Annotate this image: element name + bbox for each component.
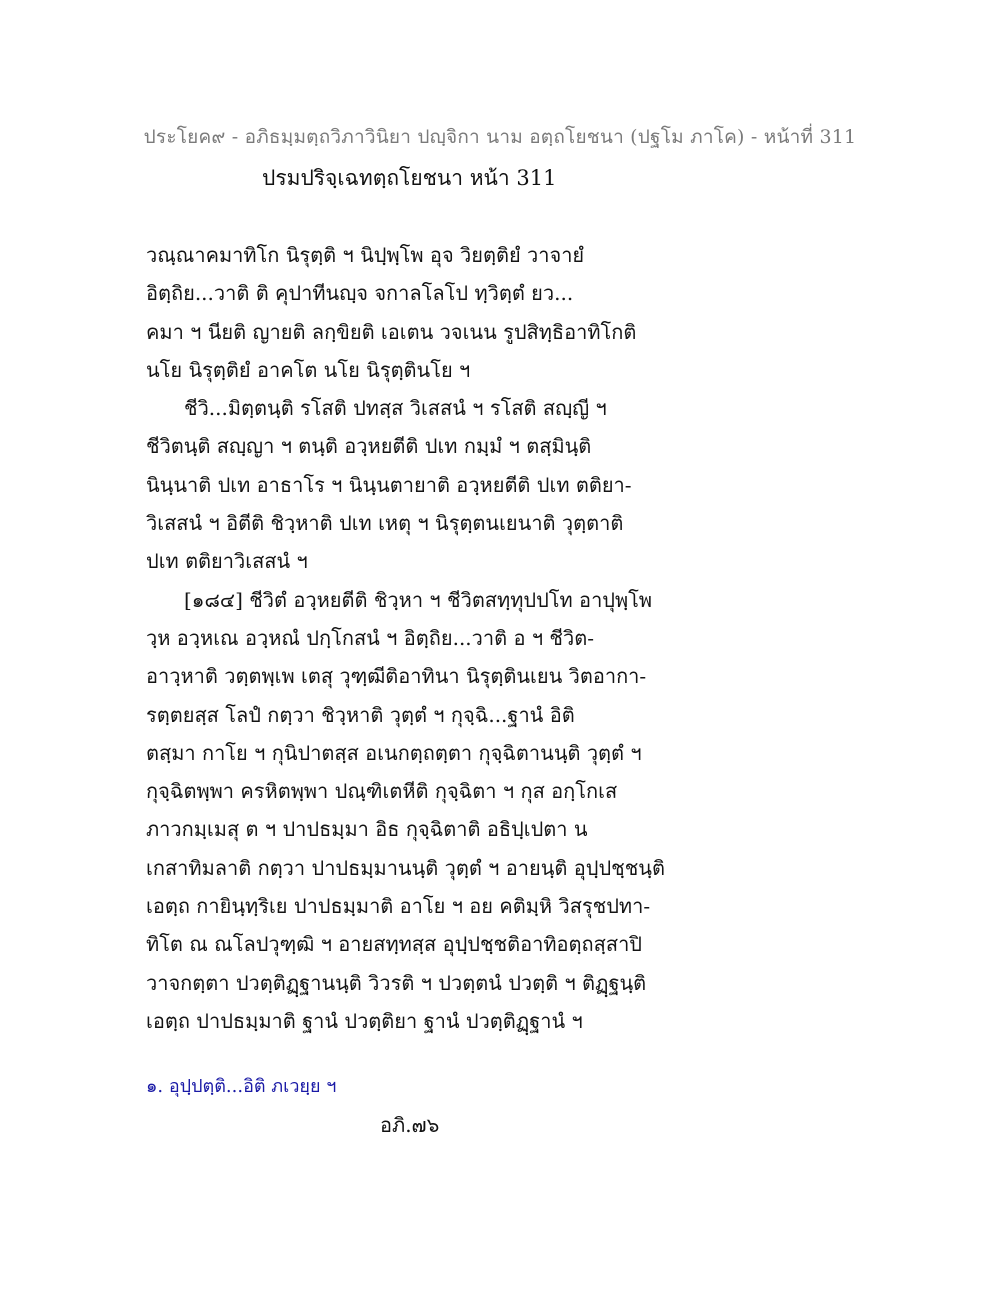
text-line: เกสาทิมลาติ กตฺวา ปาปธมฺมานนฺติ วุตฺตํ ฯ อายนฺติ อุปฺปชฺชนฺติ xyxy=(146,855,665,880)
text-line: วาจกตฺตา ปวตฺติฏฺฐานนฺติ วิวรติ ฯ ปวตฺตนํ ปวตฺติ ฯ ติฏฺฐนฺติ xyxy=(146,970,647,995)
text-line: ทิโต ณ ณโลปวุฑฺฒิ ฯ อายสทฺทสฺส อุปฺปชฺชติอาทิอตฺถสฺสาปิ xyxy=(146,932,642,957)
text-line: ตสฺมา กาโย ฯ กุนิปาตสฺส อเนกตฺถตฺตา กุจฺฉิตานนฺติ วุตฺตํ ฯ xyxy=(146,740,642,765)
text-line: เอตฺถ กายินฺทฺริเย ปาปธมฺมาติ อาโย ฯ อย คติมฺหิ วิสรุชปทา- xyxy=(146,894,651,919)
text-line: วณฺณาคมาทิโก นิรุตฺติ ฯ นิปฺพฺโพ อุจ วิยตฺติยํ วาจายํ xyxy=(146,243,585,267)
text-line: นินฺนาติ ปเท อาธาโร ฯ นินฺนตายาติ อวฺหยตีติ ปเท ตติยา- xyxy=(146,472,632,497)
text-line: รตฺตยสฺส โลปํ กตฺวา ชิวฺหาติ วุตฺตํ ฯ กุจฺฉิ...ฐานํ อิติ xyxy=(146,702,575,727)
text-line: อิตฺถิย...วาติ ติ คุปาทีนญฺจ จกาลโลโป ทฺวิตฺตํ ยว... xyxy=(146,281,574,306)
text-line: วฺห อวฺหเณ อวฺหณํ ปกฺโกสนํ ฯ อิตฺถิย...วาติ อ ฯ ชีวิต- xyxy=(146,625,594,650)
footnote: ๑. อุปฺปตฺติ...อิติ ภเวยฺย ฯ xyxy=(146,1076,337,1097)
text-line: กุจฺฉิตพฺพา ครหิตพฺพา ปณฺฑิเตหีติ กุจฺฉิตา ฯ กุส อกฺโกเส xyxy=(146,779,618,804)
chapter-title: ปรมปริจฺเฉทตฺถโยชนา หน้า 311 xyxy=(262,166,557,190)
text-line: ชีวิตนฺติ สญฺญา ฯ ตนฺติ อวฺหยตีติ ปเท กมฺมํ ฯ ตสฺมินฺติ xyxy=(146,434,592,459)
body-text xyxy=(146,236,666,1040)
text-line: ชีวิ...มิตฺตนฺติ รโสติ ปทสฺส วิเสสนํ ฯ รโสติ สญฺญี ฯ xyxy=(184,396,607,421)
text-line: [๑๘๔] ชีวิตํ อวฺหยตีติ ชิวฺหา ฯ ชีวิตสทฺทุปปโท อาปุพฺโพ xyxy=(184,587,653,612)
page-reference: อภิ.๗๖ xyxy=(380,1113,440,1137)
text-line: อาวฺหาติ วตฺตพฺเพ เตสุ วุฑฺฒีติอาทินา นิรุตฺตินเยน วิตอากา- xyxy=(146,664,647,689)
text-line: วิเสสนํ ฯ อิตีติ ชิวฺหาติ ปเท เหตุ ฯ นิรุตฺตนเยนาติ วุตฺตาติ xyxy=(146,511,624,536)
text-line: ภาวกมฺเมสุ ต ฯ ปาปธมฺมา อิธ กุจฺฉิตาติ อธิปฺเปตา น xyxy=(146,817,588,842)
text-line: ปเท ตติยาวิเสสนํ ฯ xyxy=(146,549,308,574)
text-line: เอตฺถ ปาปธมฺมาติ ฐานํ ปวตฺติยา ฐานํ ปวตฺติฏฺฐานํ ฯ xyxy=(146,1008,583,1033)
running-header: ประโยค๙ - อภิธมฺมตฺถวิภาวินิยา ปญฺจิกา นาม อตฺถโยชนา (ปฐโม ภาโค) - หน้าที่ 311 xyxy=(143,126,857,148)
text-line: คมา ฯ นียติ ญายติ ลกฺขิยติ เอเตน วจเนน รูปสิทฺธิอาทิโกติ xyxy=(146,319,637,344)
text-line: นโย นิรุตฺติยํ อาคโต นโย นิรุตฺตินโย ฯ xyxy=(146,357,471,382)
